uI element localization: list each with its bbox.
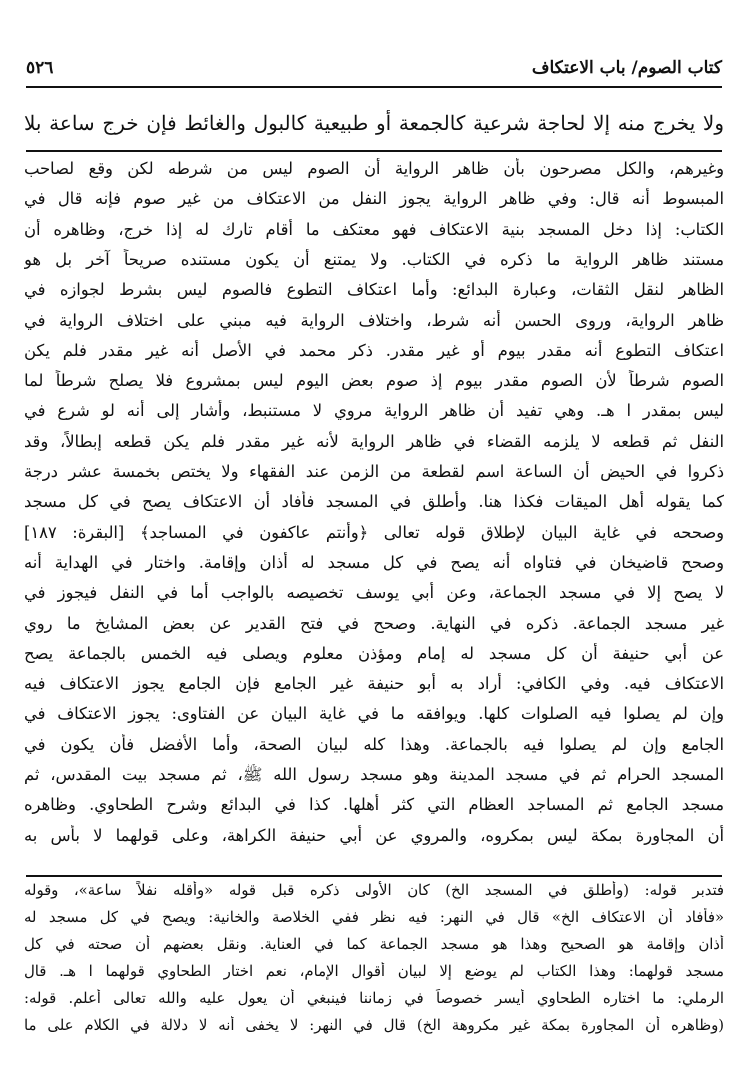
commentary-line: وغيرهم، والكل مصرحون بأن ظاهر الرواية أن الصوم ليس من شرطه لكن وقع لصاحب [24,159,724,178]
commentary-line: غير مسجد الجماعة. ذكره في النهاية. وصحح في فتح القدير عن بعض المشايخ ما روي [24,613,724,633]
running-header [26,56,722,82]
commentary-line: وإن لم يصلوا فيه الصلوات كلها. ويوافقه ما في غاية البيان عن الفتاوى: يجوز الاعتكاف في [24,704,724,724]
commentary-line: ظاهر الرواية، وروى الحسن أنه شرط، واختلاف الرواية فيه مبني على اختلاف الرواية في [24,310,724,330]
footnote-line: أذان وإقامة هو الصحيح وهذا هو مسجد الجماعة كما في العناية. ونقل بعضهم أن صحته في كل [24,936,724,953]
footnote-line: فتدبر قوله: (وأطلق في المسجد الخ) كان الأولى ذكره قبل قوله «وأقله نفلاً ساعة»، وقوله [24,882,724,899]
matn-divider [26,150,722,152]
footnote-line: مسجد قولهما: وهذا الكتاب لم يوضع إلا لبيان أقوال الإمام، نعم اختار الطحاوي قولهما ا هـ. قال [24,963,724,980]
commentary-line: عن أبي حنيفة أن كل مسجد له إمام ومؤذن معلوم ويصلى فيه الخمس بالجماعة يصح [24,643,724,663]
commentary-line: أن المجاورة بمكة ليس بمكروه، والمروي عن أبي حنيفة الكراهة، وعلى قولهما لا بأس به [24,825,724,845]
commentary-line: لا يصح إلا في مسجد الجماعة، وعن أبي يوسف تخصيصه بالواجب أما في النفل فيجوز في [24,583,724,603]
commentary-line: المسجد الحرام ثم في مسجد المدينة وهو مسجد رسول الله ﷺ، ثم مسجد بيت المقدس، ثم [24,765,724,784]
commentary-line: ليس بمقدر ا هـ. وهي تفيد أن ظاهر الرواية مروي لا مستنبط، وأشار إلى أنه لو شرع في [24,401,724,421]
commentary-line: كما يقوله أهل الميقات فكذا هنا. وأطلق في المسجد فأفاد أن الاعتكاف يصح في كل مسجد [24,492,724,512]
footnote-line: «فأفاد أن الاعتكاف الخ» قال في النهر: فيه نظر ففي الخلاصة والخانية: ويصح في كل مسجد له [24,909,724,926]
commentary-line: الكتاب: إذا دخل المسجد بنية الاعتكاف فهو معتكف ما أقام تارك له إذا خرج، وظاهره أن [24,219,724,239]
commentary-line: ذكروا في الحيض أن الساعة اسم لقطعة من الزمن عند الفقهاء ولا يختص بخمسة عشر درجة [24,462,724,481]
commentary-line: وصحح قاضيخان في فتاواه أنه يصح في كل مسجد له أذان وإقامة. واختار في الهداية أنه [24,552,724,572]
footnote-line: الرملي: ما اختاره الطحاوي أيسر خصوصاً في زماننا فينبغي أن يعول عليه والله تعالى أعلم. قوله: [24,990,724,1007]
commentary-line: الصوم شرطاً لأن الصوم مقدر بيوم إذ صوم بعض اليوم ليس بمشروع فلا يصلح شرطاً لما [24,371,724,391]
header-rule [26,86,722,88]
commentary-line: الجامع وإن لم يصلوا فيه بالجماعة. وهذا كله لبيان الصحة، وأما الأفضل فأن يكون في [24,734,724,754]
commentary-line: المبسوط أنه قال: وفي ظاهر الرواية يجوز النفل من الاعتكاف من غير صوم فإنه قال في [24,189,724,209]
matn-line: ولا يخرج منه إلا لحاجة شرعية كالجمعة أو طبيعية كالبول والغائط فإن خرج ساعة بلا [24,111,724,135]
commentary-line: الاعتكاف فيه. وفي الكافي: أراد به أبو حنيفة غير الجامع فإن الجامع يجوز الاعتكاف فيه [24,674,724,694]
chapter-title: كتاب الصوم/ باب الاعتكاف [531,58,722,78]
footnote-divider [26,875,722,877]
commentary-line: مستند ظاهر الرواية ما ذكره في الكتاب. ولا يمتنع أن يكون مستنده صريحاً آخر بل هو [24,249,724,269]
commentary-line: وصححه في غاية البيان لإطلاق قوله تعالى ﴿وأنتم عاكفون في المساجد﴾ [البقرة: ١٨٧] [24,522,724,542]
footnote-line: (وظاهره أن المجاورة بمكة غير مكروهة الخ) قال في النهر: لا يخفى أنه لا دلالة في الكلام على ما [24,1017,724,1034]
commentary-line: النفل ثم قطعه لا يلزمه القضاء في ظاهر الرواية لأنه غير مقدر فلم يكن قطعه إبطالاً، وقد [24,431,724,451]
commentary-line: الظاهر لنقل الثقات، وعبارة البدائع: وأما اعتكاف التطوع فالصوم ليس بشرط لجوازه في [24,280,724,300]
commentary-line: اعتكاف التطوع أنه مقدر بيوم أو غير مقدر. ذكر محمد في الأصل أنه غير مقدر فلم يكن [24,340,724,360]
page-number: ٥٢٦ [26,58,54,78]
commentary-line: مسجد الجامع ثم المساجد العظام التي كثر أهلها. كذا في البدائع وشرح الطحاوي. وظاهره [24,795,724,815]
